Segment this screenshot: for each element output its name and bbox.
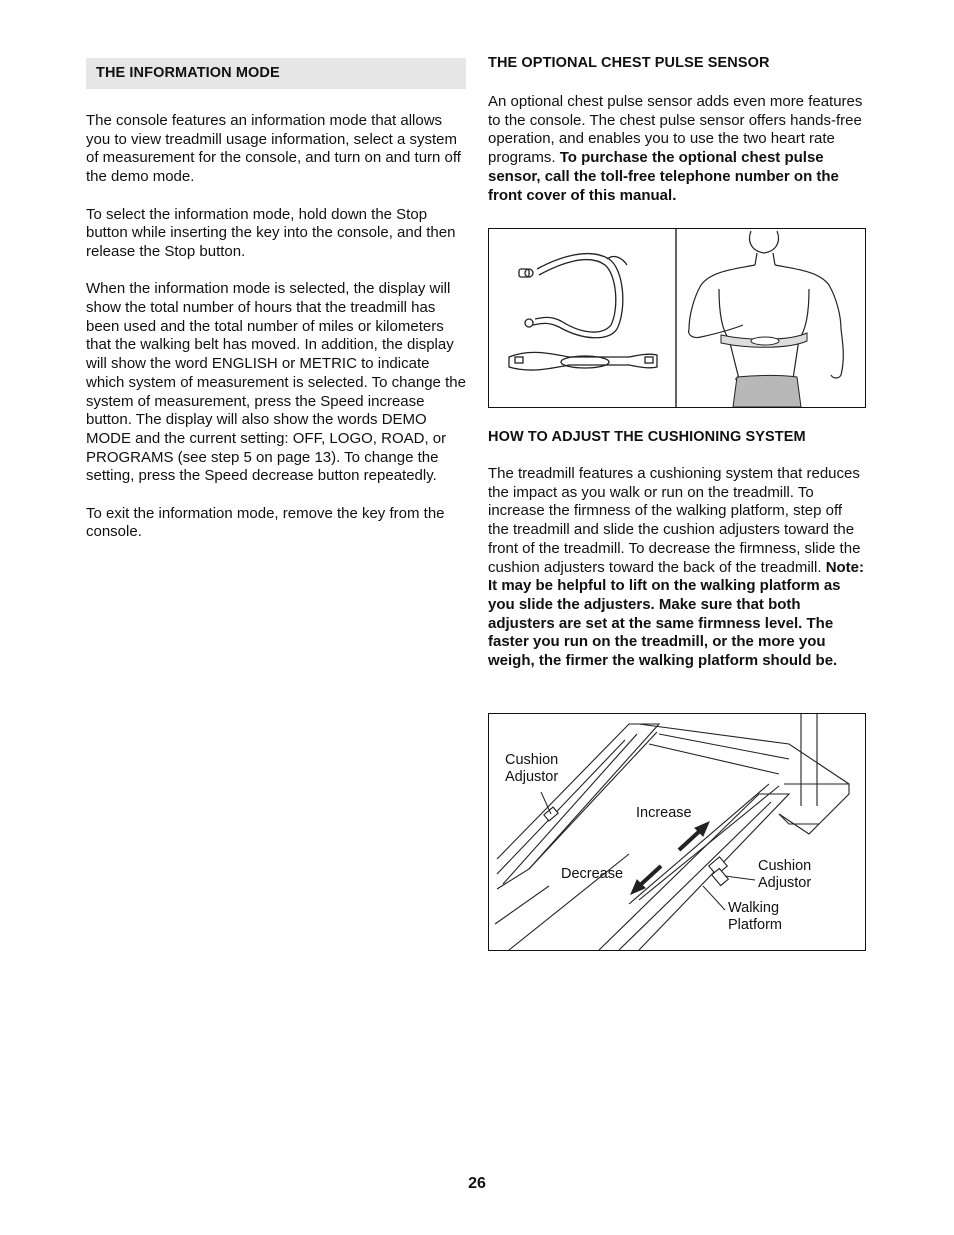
cushioning-heading: HOW TO ADJUST THE CUSHIONING SYSTEM	[488, 429, 806, 445]
label-line: Adjustor	[758, 875, 812, 891]
walking-platform-label	[728, 900, 782, 934]
label-line: Adjustor	[505, 769, 559, 785]
information-mode-body	[86, 112, 466, 561]
chest-pulse-body	[488, 93, 866, 205]
decrease-label: Decrease	[561, 866, 624, 882]
chest-sensor-figure	[488, 228, 866, 408]
chest-pulse-bold-text: To purchase the optional chest pulse sensor, call the toll-free telephone number on the front cover of this manual.	[488, 149, 839, 204]
cushion-adjustor-figure	[488, 713, 866, 951]
chest-strap-drawing	[509, 254, 657, 370]
chest-sensor-illustration	[489, 229, 865, 407]
page-number: 26	[468, 1175, 486, 1192]
information-mode-heading: THE INFORMATION MODE	[96, 65, 280, 81]
strap-on-chest	[721, 333, 807, 347]
direction-arrows	[631, 822, 709, 894]
label-line: Walking	[728, 900, 780, 916]
label-line: Cushion	[758, 858, 812, 874]
paragraph: To select the information mode, hold down the Stop button while inserting the key into the console, and then release the Stop button.	[86, 205, 456, 260]
label-line: Cushion	[505, 752, 559, 768]
treadmill-deck-illustration	[489, 714, 865, 950]
cushioning-text: The treadmill features a cushioning system that reduces the impact as you walk or run on the treadmill. To increase the firmness of the walking platform, step off the treadmill and slide the cushion adjusters toward the front of the treadmill. To decrease the firmness, slide the cushion adjusters toward the back of the treadmill.	[488, 465, 861, 576]
cushioning-bold-note: Note: It may be helpful to lift on the walking platform as you slide the adjusters. Make sure that both adjusters are set at the same firmness level. The faster you run on the treadmill, or the more you weigh, the firmer the walking platform should be.	[488, 558, 865, 670]
cushion-adjustor-right-label	[758, 858, 811, 892]
cushioning-body	[488, 465, 866, 671]
chest-pulse-text: An optional chest pulse sensor adds even more features to the console. The chest pulse sensor offers hands-free operation, and enables you to use the two heart rate programs.	[488, 93, 863, 167]
cushion-adjustor-top-label	[505, 752, 558, 786]
paragraph: The console features an information mode that allows you to view treadmill usage information, select a system of measurement for the console, and turn on and turn off the demo mode.	[86, 112, 461, 186]
shorts-fill	[733, 376, 801, 408]
paragraph: To exit the information mode, remove the key from the console.	[86, 504, 445, 541]
paragraph: When the information mode is selected, the display will show the total number of hours that the treadmill has been used and the total number of miles or kilometers that the walking belt has moved. In addition, the display will show the word ENGLISH or METRIC to indicate which system of measurement is selected. To change the system of measurement, press the Speed increase button. The display will also show the words DEMO MODE and the current setting: OFF, LOGO, ROAD, or PROGRAMS (see step 5 on page 13). To change the setting, press the Speed decrease button repeatedly.	[86, 280, 466, 485]
label-line: Platform	[728, 917, 782, 933]
increase-label: Increase	[636, 805, 692, 821]
chest-pulse-heading: THE OPTIONAL CHEST PULSE SENSOR	[488, 55, 770, 71]
